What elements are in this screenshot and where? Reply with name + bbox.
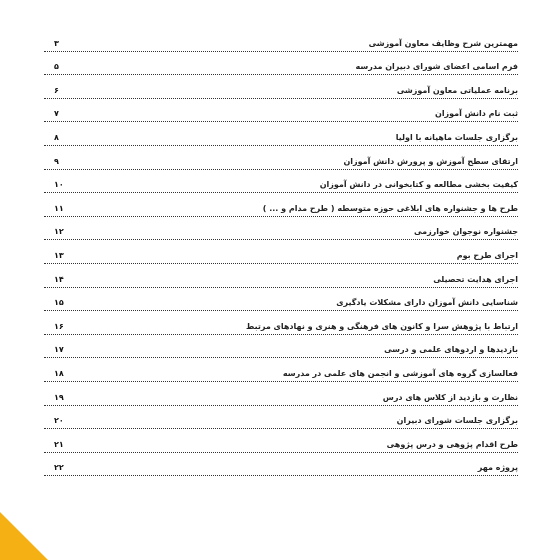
toc-entry-page-number: ۲۲ — [54, 463, 64, 473]
toc-entry[interactable] — [44, 75, 518, 99]
toc-entry[interactable] — [44, 382, 518, 406]
toc-entry-page-number: ۱۸ — [54, 368, 64, 378]
toc-entry-page-number: ۱۲ — [54, 227, 64, 237]
toc-entry-title: اجرای طرح بوم — [456, 250, 518, 260]
toc-entry-page-number: ۵ — [54, 62, 59, 72]
table-of-contents — [44, 28, 518, 476]
toc-entry[interactable] — [44, 52, 518, 76]
toc-entry-page-number: ۷ — [54, 109, 59, 119]
toc-entry-title: طرح ها و جشنواره های ابلاغی حوزه متوسطه ( طرح مدام و ... ) — [262, 203, 518, 213]
toc-entry-page-number: ۶ — [54, 85, 59, 95]
toc-entry-title: اجرای هدایت تحصیلی — [433, 274, 518, 284]
toc-entry[interactable] — [44, 288, 518, 312]
toc-entry-title: بازدیدها و اردوهای علمی و درسی — [384, 345, 518, 355]
toc-entry-page-number: ۱۴ — [54, 274, 64, 284]
toc-entry[interactable] — [44, 311, 518, 335]
toc-entry[interactable] — [44, 193, 518, 217]
toc-entry[interactable] — [44, 335, 518, 359]
toc-entry[interactable] — [44, 429, 518, 453]
corner-decoration — [0, 512, 48, 560]
toc-entry-title: کیفیت بخشی مطالعه و کتابخوانی در دانش آموزان — [319, 180, 518, 190]
toc-entry-title: برنامه عملیاتی معاون آموزشی — [396, 85, 518, 95]
toc-entry-title: ارتباط با پژوهش سرا و کانون های فرهنگی و هنری و نهادهای مرتبط — [246, 321, 518, 331]
toc-entry-page-number: ۱۷ — [54, 345, 64, 355]
toc-entry[interactable] — [44, 406, 518, 430]
toc-entry-page-number: ۱۵ — [54, 298, 64, 308]
toc-entry-title: فرم اسامی اعضای شورای دبیران مدرسه — [355, 62, 518, 72]
toc-entry-page-number: ۳ — [54, 38, 59, 48]
toc-entry-title: برگزاری جلسات شورای دبیران — [396, 416, 518, 426]
toc-entry-title: شناسایی دانش آموزان دارای مشکلات یادگیری — [336, 298, 518, 308]
toc-entry-title: ثبت نام دانش آموزان — [434, 109, 518, 119]
toc-entry-page-number: ۲۱ — [54, 439, 64, 449]
toc-entry[interactable] — [44, 170, 518, 194]
toc-entry-title: مهمترین شرح وظایف معاون آموزشی — [368, 38, 518, 48]
toc-entry-page-number: ۲۰ — [54, 416, 64, 426]
toc-entry[interactable] — [44, 264, 518, 288]
toc-entry-title: برگزاری جلسات ماهیانه با اولیا — [395, 132, 518, 142]
toc-entry-title: ارتقای سطح آموزش و پرورش دانش آموزان — [343, 156, 518, 166]
toc-entry[interactable] — [44, 146, 518, 170]
toc-entry-title: جشنواره نوجوان خوارزمی — [414, 227, 518, 237]
toc-entry-page-number: ۱۱ — [54, 203, 64, 213]
toc-entry-page-number: ۹ — [54, 156, 59, 166]
toc-entry-title: پروژه مهر — [477, 463, 518, 473]
toc-entry-page-number: ۱۶ — [54, 321, 64, 331]
toc-entry[interactable] — [44, 122, 518, 146]
toc-entry[interactable] — [44, 217, 518, 241]
toc-entry[interactable] — [44, 99, 518, 123]
toc-entry-page-number: ۱۰ — [54, 180, 64, 190]
toc-entry[interactable] — [44, 240, 518, 264]
toc-entry[interactable] — [44, 28, 518, 52]
toc-entry-title: طرح اقدام پژوهی و درس پژوهی — [386, 439, 518, 449]
toc-entry-page-number: ۱۳ — [54, 250, 64, 260]
toc-entry[interactable] — [44, 358, 518, 382]
toc-entry-page-number: ۱۹ — [54, 392, 64, 402]
toc-entry[interactable] — [44, 453, 518, 477]
toc-entry-title: فعالسازی گروه های آموزشی و انجمن های علمی در مدرسه — [282, 368, 518, 378]
toc-entry-page-number: ۸ — [54, 132, 59, 142]
toc-entry-title: نظارت و بازدید از کلاس های درس — [382, 392, 518, 402]
